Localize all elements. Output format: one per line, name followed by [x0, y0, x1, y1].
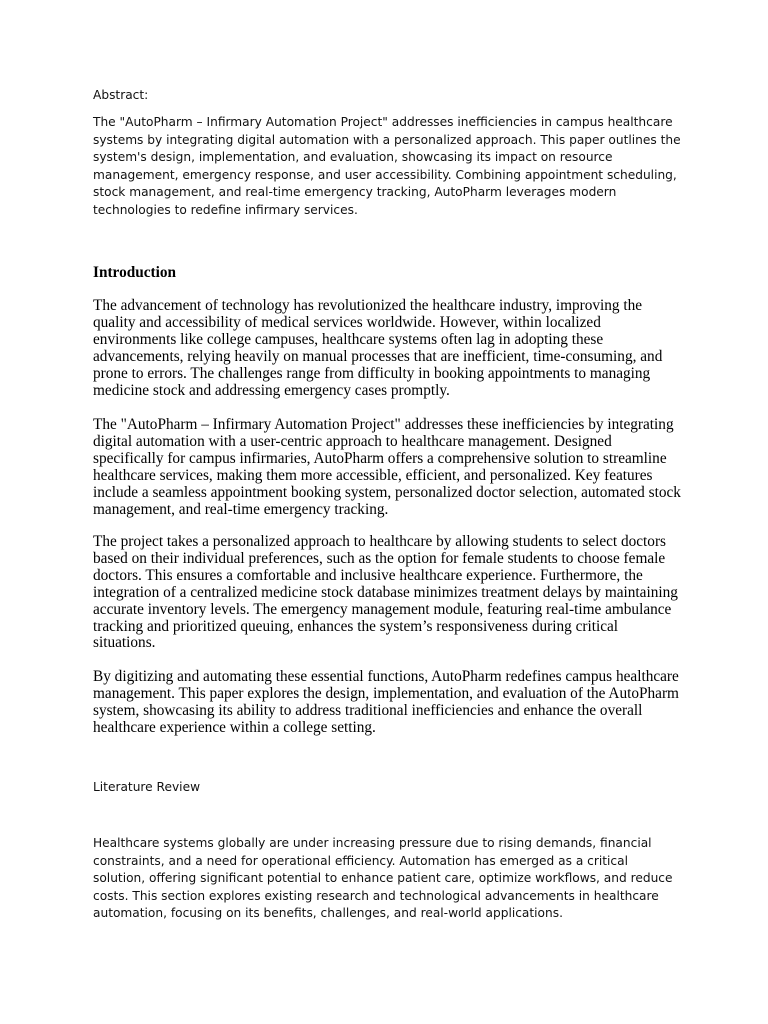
abstract-label: Abstract: — [93, 88, 149, 102]
introduction-paragraph-1: The advancement of technology has revolutionized the healthcare industry, improving the quality and accessibility of medical services worldwide. However, within localized environments like college campuses, healthcare systems often lag in adopting these advancements, relying heavily on manual processes that are inefficient, time-consuming, and prone to errors. The challenges range from difficulty in booking appointments to managing medicine stock and addressing emergency cases promptly. — [93, 297, 663, 399]
introduction-paragraph-2: The "AutoPharm – Infirmary Automation Project" addresses these inefficiencies by integrating digital automation with a user-centric approach to healthcare management. Designed specifically for campus infirmaries, AutoPharm offers a comprehensive solution to streamline healthcare services, making them more accessible, efficient, and personalized. Key features include a seamless appointment booking system, personalized doctor selection, automated stock management, and real-time emergency tracking. — [93, 416, 681, 518]
introduction-paragraph-3: The project takes a personalized approach to healthcare by allowing students to select doctors based on their individual preferences, such as the option for female students to choose female doctors. This ensures a comfortable and inclusive healthcare experience. Furthermore, the integration of a centralized medicine stock database minimizes treatment delays by maintaining accurate inventory levels. The emergency management module, featuring real-time ambulance tracking and prioritized queuing, enhances the system’s responsiveness during critical situations. — [93, 533, 678, 652]
introduction-paragraph-4: By digitizing and automating these essential functions, AutoPharm redefines campus healthcare management. This paper explores the design, implementation, and evaluation of the AutoPharm system, showcasing its ability to address traditional inefficiencies and enhance the overall healthcare experience within a college setting. — [93, 668, 679, 736]
literature-review-text: Healthcare systems globally are under increasing pressure due to rising demands, financial constraints, and a need for operational efficiency. Automation has emerged as a critical solution, offering significant potential to enhance patient care, optimize workflows, and reduce costs. This section explores existing research and technological advancements in healthcare automation, focusing on its benefits, challenges, and real-world applications. — [93, 836, 673, 921]
literature-review-heading: Literature Review — [93, 780, 201, 794]
introduction-heading: Introduction — [93, 264, 177, 281]
abstract-text: The "AutoPharm – Infirmary Automation Project" addresses inefficiencies in campus healthcare systems by integrating digital automation with a personalized approach. This paper outlines the system's design, implementation, and evaluation, showcasing its impact on resource management, emergency response, and user accessibility. Combining appointment scheduling, stock management, and real-time emergency tracking, AutoPharm leverages modern technologies to redefine infirmary services. — [93, 115, 681, 217]
